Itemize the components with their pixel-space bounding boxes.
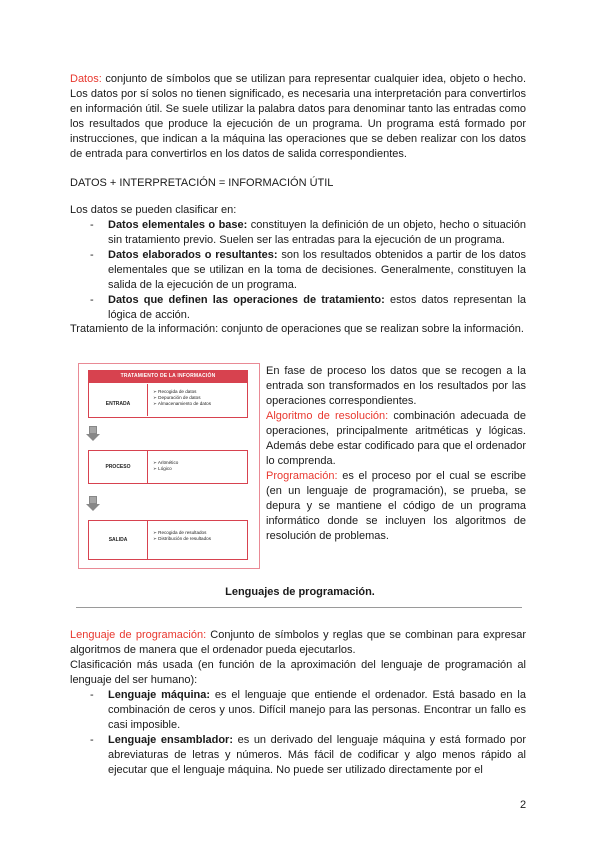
programacion-text: es el proceso por el cual se escribe (en un lenguaje de programación), se prueba, se depura y se mantiene el código de un programa informático donde se incluyen los algoritmos de resolución de problemas. [266,470,526,542]
proceso-items [153,460,178,472]
datos-term: Datos: [70,73,102,85]
datos-paragraph [70,72,526,162]
clasif-intro: Los datos se pueden clasificar en: [70,204,237,216]
list-item-text: constituyen la definición de un objeto, hecho o situación sin tratamiento previo. Suelen ser las entradas para la ejecución de un programa. [108,219,526,246]
page-number: 2 [520,799,527,811]
programacion-term: Programación: [266,470,338,482]
list-item: ➢ Depuración de datos [153,395,211,401]
algoritmo-term: Algoritmo de resolución: [266,410,389,422]
salida-label: SALIDA [108,537,128,543]
list-item: ➢ Almacenamiento de datos [153,401,211,407]
list-item: ➢ Lógico [153,466,178,472]
list-item: ➢ Aritmético [153,460,178,466]
clasif-lenguajes: Clasificación más usada (en función de la aproximación del lenguaje de programación al lenguaje del ser humano): [70,659,526,686]
list-item: - Lenguaje máquina: es el lenguaje que entiende el ordenador. Está basado en la combinación de ceros y unos. Difícil manejo para las personas. Encontrar un fallo es casi imposible. [90,689,526,731]
list-item-text: es un derivado del lenguaje máquina y está formado por abreviaturas de letras y números. Más fácil de codificar y algo menos rápido al ejecutar que el lenguaje máquina. No puede ser utilizado directamente por el [108,734,526,776]
entrada-box [88,370,248,418]
list-item-text: es el lenguaje que entiende el ordenador. Está basado en la combinación de ceros y unos. Difícil manejo para las personas. Encontrar un fallo es casi imposible. [108,689,526,731]
list-item-text: estos datos representan la lógica de acción. [108,294,526,321]
salida-items [153,530,211,542]
lenguaje-def-term: Lenguaje de programación: [70,629,207,641]
list-item-term: Datos que definen las operaciones de tratamiento: [108,294,385,306]
programacion-paragraph [266,469,526,544]
data-types-list [70,218,526,323]
entrada-label: ENTRADA [105,401,131,407]
list-item: ➢ Recogida de resultados [153,530,211,536]
proceso-box [88,450,248,484]
down-arrow-icon [86,496,100,511]
list-item-term: Datos elementales o base: [108,219,248,231]
formula: DATOS + INTERPRETACIÓN = INFORMACIÓN ÚTIL [70,177,334,189]
list-item: - Datos elementales o base: constituyen la definición de un objeto, hecho o situación sin tratamiento previo. Suelen ser las entradas para la ejecución de un programa. [90,219,526,246]
section-divider [76,607,522,608]
list-item-text: son los resultados obtenidos a partir de los datos elementales que se utilizan en la toma de decisiones. Generalmente, constituyen la salida de la ejecución de un programa. [108,249,526,291]
lenguaje-def-text: Conjunto de símbolos y reglas que se combinan para expresar algoritmos de manera que el ordenador pueda ejecutarlos. [70,629,526,656]
list-item: ➢ Distribución de resultados [153,536,211,542]
datos-text: conjunto de símbolos que se utilizan para representar cualquier idea, objeto o hecho. Los datos por sí solos no tienen significado, es necesaria una interpretación para convertirlos en información útil. Se suele utilizar la palabra datos para denominar tanto las entradas como los resultados que produce la ejecución de un programa. Un programa está formado por instrucciones, que indican a la máquina las operaciones que se deben realizar con los datos de entrada para convertirlos en los datos de salida correspondientes. [70,73,526,160]
tratamiento-diagram [78,363,260,569]
algoritmo-paragraph [266,409,526,469]
section-title: Lenguajes de programación. [225,586,375,598]
list-item: - Datos que definen las operaciones de tratamiento: estos datos representan la lógica de acción. [90,294,526,321]
down-arrow-icon [86,426,100,441]
list-item-term: Lenguaje máquina: [108,689,211,701]
lang-types-list [70,688,526,778]
tratamiento-paragraph: Tratamiento de la información: conjunto de operaciones que se realizan sobre la información. [70,323,524,335]
list-item: - Lenguaje ensamblador: es un derivado del lenguaje máquina y está formado por abreviaturas de letras y números. Más fácil de codificar y algo menos rápido al ejecutar que el lenguaje máquina. No puede ser utilizado directamente por el [90,734,526,776]
lenguaje-def-paragraph [70,628,526,658]
right-column [266,364,526,544]
salida-box [88,520,248,560]
proceso-paragraph: En fase de proceso los datos que se recogen a la entrada son transformados en los resultados por las operaciones correspondientes. [266,365,526,407]
list-item-term: Lenguaje ensamblador: [108,734,234,746]
entrada-items [153,389,211,407]
list-item: ➢ Recogida de datos [153,389,211,395]
algoritmo-text: combinación adecuada de operaciones, principalmente aritméticas y lógicas. Además debe estar codificado para que el ordenador lo comprenda. [266,410,526,467]
list-item-term: Datos elaborados o resultantes: [108,249,278,261]
diagram-title: TRATAMIENTO DE LA INFORMACIÓN [120,373,216,379]
proceso-label: PROCESO [105,464,131,470]
list-item: - Datos elaborados o resultantes: son los resultados obtenidos a partir de los datos elementales que se utilizan en la toma de decisiones. Generalmente, constituyen la salida de la ejecución de un programa. [90,249,526,291]
